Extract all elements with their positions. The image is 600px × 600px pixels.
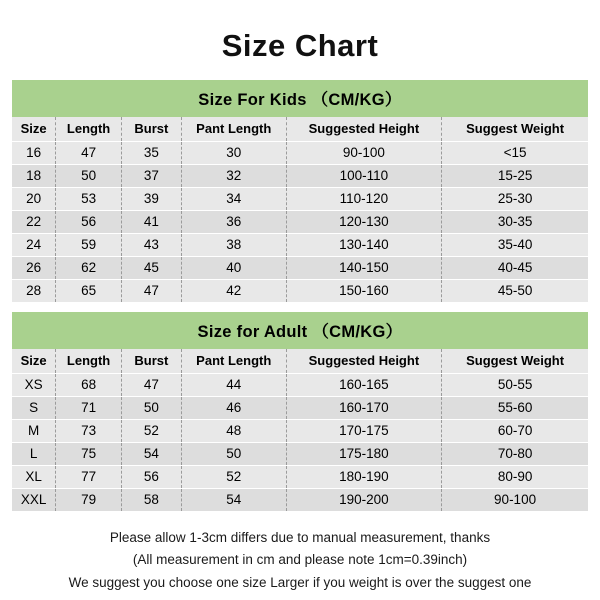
note-line-1: Please allow 1-3cm differs due to manual measurement, thanks (109, 530, 491, 545)
cell-burst: 47 (121, 280, 181, 303)
table-row (12, 374, 588, 397)
cell-burst: 45 (121, 257, 181, 280)
cell-pant-length: 48 (181, 420, 286, 443)
cell-suggested-height: 90-100 (286, 142, 442, 165)
cell-length: 65 (56, 280, 122, 303)
table-row (12, 165, 588, 188)
table-row (12, 211, 588, 234)
table-header-row (12, 117, 588, 142)
cell-suggested-height: 190-200 (286, 489, 442, 512)
cell-pant-length: 44 (181, 374, 286, 397)
cell-suggested-height: 130-140 (286, 234, 442, 257)
table-row (12, 280, 588, 303)
cell-length: 79 (56, 489, 122, 512)
cell-suggest-weight: 15-25 (442, 165, 588, 188)
cell-pant-length: 54 (181, 489, 286, 512)
cell-suggested-height: 140-150 (286, 257, 442, 280)
cell-suggested-height: 170-175 (286, 420, 442, 443)
cell-pant-length: 46 (181, 397, 286, 420)
cell-length: 75 (56, 443, 122, 466)
cell-size: XXL (12, 489, 56, 512)
cell-burst: 58 (121, 489, 181, 512)
cell-size: M (12, 420, 56, 443)
footer-notes (12, 527, 588, 594)
cell-suggested-height: 110-120 (286, 188, 442, 211)
cell-length: 68 (56, 374, 122, 397)
size-table-kids (12, 80, 588, 302)
cell-pant-length: 52 (181, 466, 286, 489)
cell-suggest-weight: 25-30 (442, 188, 588, 211)
table-row (12, 443, 588, 466)
table-band-row (12, 312, 588, 349)
cell-suggest-weight: 55-60 (442, 397, 588, 420)
cell-pant-length: 50 (181, 443, 286, 466)
col-header-size: Size (12, 349, 56, 374)
cell-length: 71 (56, 397, 122, 420)
cell-size: 24 (12, 234, 56, 257)
cell-burst: 50 (121, 397, 181, 420)
cell-pant-length: 30 (181, 142, 286, 165)
col-header-length: Length (56, 117, 122, 142)
cell-suggested-height: 120-130 (286, 211, 442, 234)
cell-burst: 47 (121, 374, 181, 397)
cell-suggest-weight: 70-80 (442, 443, 588, 466)
cell-pant-length: 40 (181, 257, 286, 280)
cell-suggest-weight: 80-90 (442, 466, 588, 489)
cell-suggest-weight: 45-50 (442, 280, 588, 303)
page-title: Size Chart (221, 28, 379, 63)
cell-pant-length: 36 (181, 211, 286, 234)
cell-size: 22 (12, 211, 56, 234)
col-header-suggest-weight: Suggest Weight (442, 117, 588, 142)
col-header-suggest-weight: Suggest Weight (442, 349, 588, 374)
col-header-suggested-height: Suggested Height (286, 117, 442, 142)
cell-length: 56 (56, 211, 122, 234)
cell-size: S (12, 397, 56, 420)
cell-length: 47 (56, 142, 122, 165)
col-header-burst: Burst (121, 349, 181, 374)
cell-burst: 41 (121, 211, 181, 234)
cell-suggested-height: 150-160 (286, 280, 442, 303)
col-header-pant-length: Pant Length (181, 349, 286, 374)
cell-burst: 52 (121, 420, 181, 443)
cell-suggested-height: 160-165 (286, 374, 442, 397)
cell-size: 18 (12, 165, 56, 188)
cell-length: 73 (56, 420, 122, 443)
adult-band-label: Size for Adult （CM/KG） (12, 312, 588, 349)
note-line-3: We suggest you choose one size Larger if you weight is over the suggest one (68, 574, 532, 590)
cell-length: 50 (56, 165, 122, 188)
cell-suggest-weight: 30-35 (442, 211, 588, 234)
table-spacer (12, 302, 588, 312)
cell-burst: 35 (121, 142, 181, 165)
cell-suggested-height: 100-110 (286, 165, 442, 188)
cell-suggest-weight: 50-55 (442, 374, 588, 397)
cell-size: 28 (12, 280, 56, 303)
cell-suggest-weight: 60-70 (442, 420, 588, 443)
table-row (12, 397, 588, 420)
cell-suggested-height: 160-170 (286, 397, 442, 420)
col-header-suggested-height: Suggested Height (286, 349, 442, 374)
cell-pant-length: 32 (181, 165, 286, 188)
col-header-burst: Burst (121, 117, 181, 142)
cell-size: 16 (12, 142, 56, 165)
cell-suggested-height: 175-180 (286, 443, 442, 466)
cell-suggest-weight: 90-100 (442, 489, 588, 512)
col-header-size: Size (12, 117, 56, 142)
cell-size: XL (12, 466, 56, 489)
cell-suggested-height: 180-190 (286, 466, 442, 489)
col-header-pant-length: Pant Length (181, 117, 286, 142)
cell-pant-length: 42 (181, 280, 286, 303)
table-row (12, 142, 588, 165)
table-header-row (12, 349, 588, 374)
table-band-row (12, 80, 588, 117)
table-row (12, 257, 588, 280)
cell-size: L (12, 443, 56, 466)
size-table-adult (12, 312, 588, 511)
table-row (12, 489, 588, 512)
cell-suggest-weight: <15 (442, 142, 588, 165)
cell-burst: 39 (121, 188, 181, 211)
cell-burst: 54 (121, 443, 181, 466)
cell-size: 26 (12, 257, 56, 280)
table-row (12, 420, 588, 443)
table-row (12, 234, 588, 257)
cell-length: 59 (56, 234, 122, 257)
table-row (12, 188, 588, 211)
cell-burst: 37 (121, 165, 181, 188)
cell-suggest-weight: 40-45 (442, 257, 588, 280)
cell-size: XS (12, 374, 56, 397)
cell-size: 20 (12, 188, 56, 211)
table-row (12, 466, 588, 489)
cell-pant-length: 38 (181, 234, 286, 257)
kids-band-label: Size For Kids （CM/KG） (12, 80, 588, 117)
cell-length: 53 (56, 188, 122, 211)
cell-length: 77 (56, 466, 122, 489)
cell-length: 62 (56, 257, 122, 280)
cell-burst: 43 (121, 234, 181, 257)
cell-burst: 56 (121, 466, 181, 489)
col-header-length: Length (56, 349, 122, 374)
note-line-2: (All measurement in cm and please note 1cm=0.39inch) (132, 552, 468, 568)
cell-suggest-weight: 35-40 (442, 234, 588, 257)
cell-pant-length: 34 (181, 188, 286, 211)
